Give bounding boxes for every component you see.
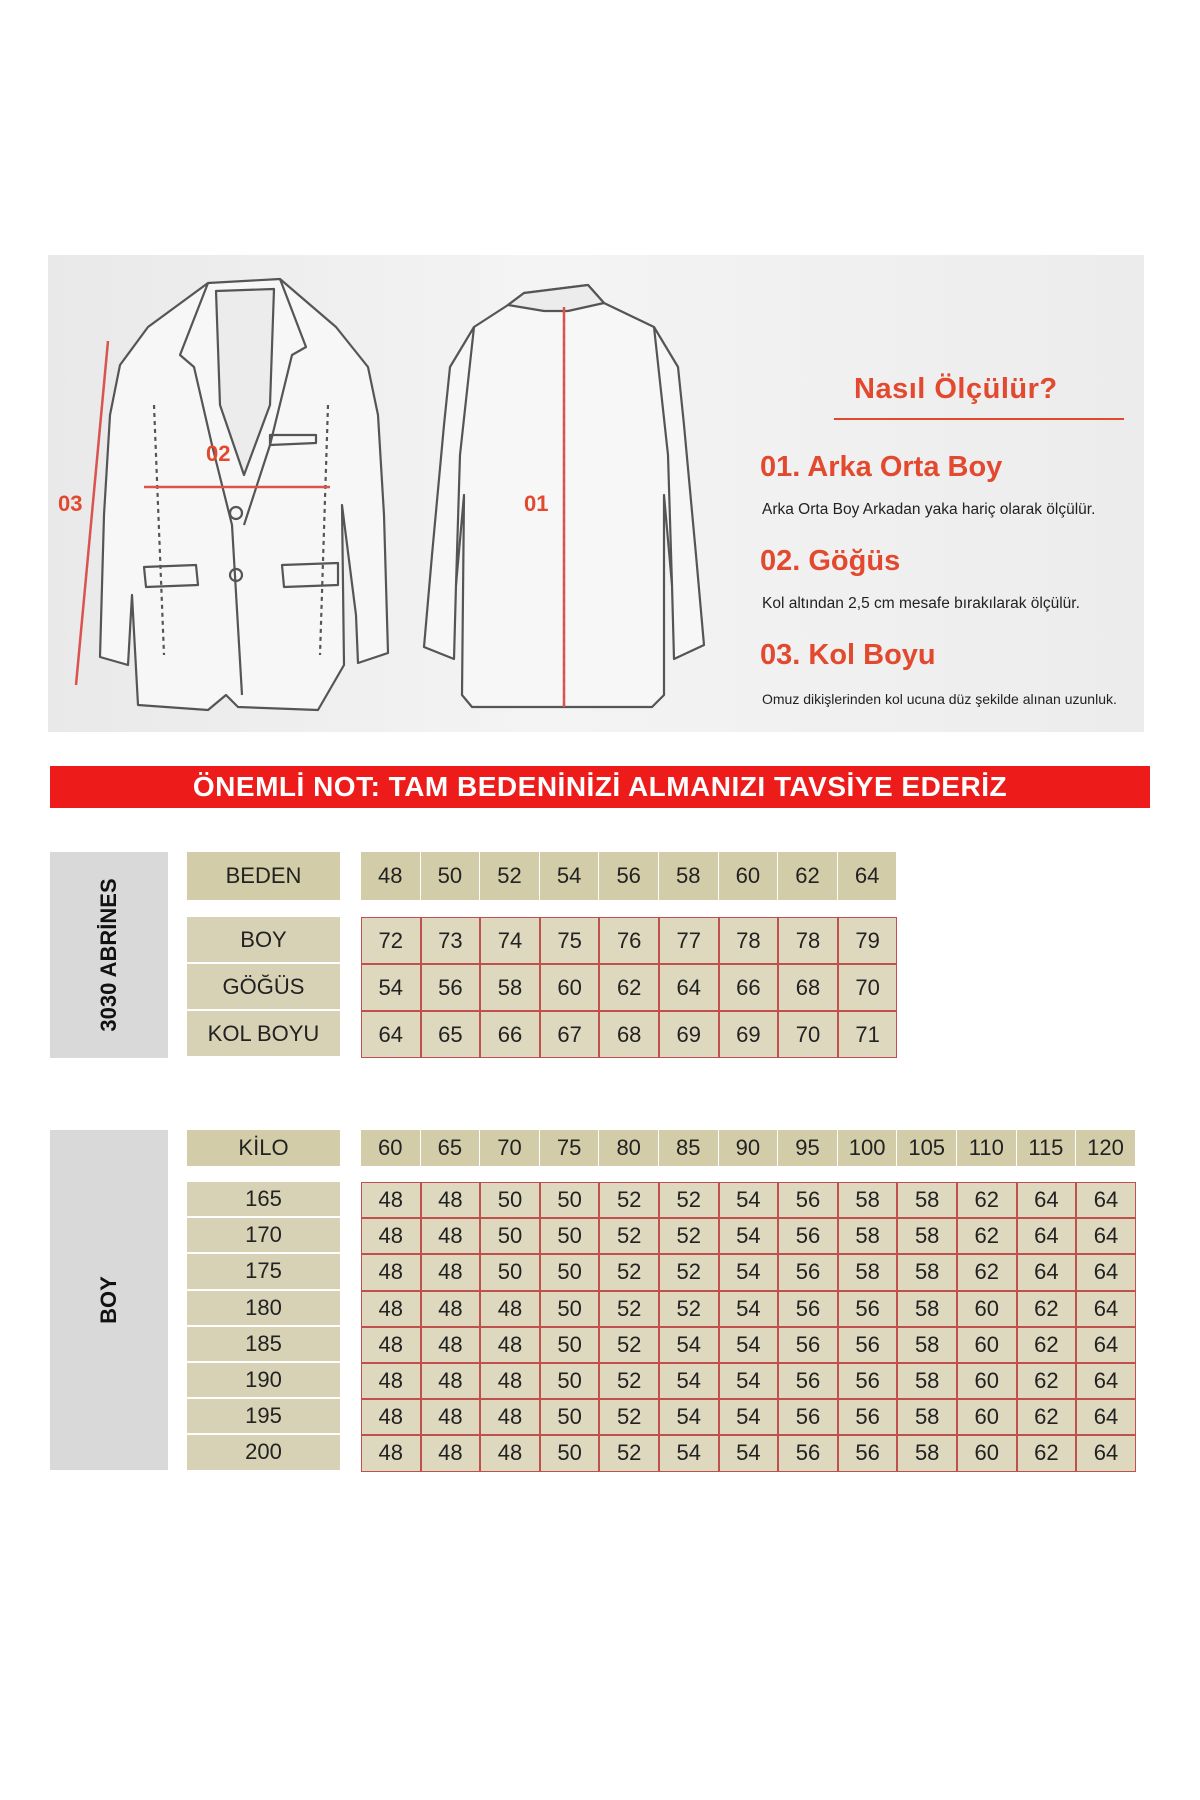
weight-table-row-label: 195 bbox=[187, 1399, 340, 1433]
weight-table-value-cell: 54 bbox=[719, 1399, 779, 1435]
size-table-value-cell: 71 bbox=[838, 1011, 898, 1058]
weight-table-value-cell: 48 bbox=[361, 1363, 421, 1399]
weight-table-value-cell: 52 bbox=[659, 1218, 719, 1254]
size-table-header-cell: 52 bbox=[480, 852, 539, 900]
weight-table-header-cell: 90 bbox=[719, 1130, 778, 1166]
weight-table-value-cell: 48 bbox=[361, 1218, 421, 1254]
weight-table-value-cell: 56 bbox=[778, 1254, 838, 1290]
weight-table-value-cell: 50 bbox=[480, 1182, 540, 1218]
size-table-value-cell: 60 bbox=[540, 964, 600, 1011]
size-table-value-cell: 73 bbox=[421, 917, 481, 964]
weight-table-value-cell: 62 bbox=[1017, 1327, 1077, 1363]
step-3-title: 03. Kol Boyu bbox=[760, 639, 936, 671]
weight-table-value-cell: 56 bbox=[778, 1399, 838, 1435]
mark-02: 02 bbox=[206, 441, 231, 466]
weight-table-value-cell: 64 bbox=[1017, 1254, 1077, 1290]
size-table-value-cell: 68 bbox=[599, 1011, 659, 1058]
important-note-banner: ÖNEMLİ NOT: TAM BEDENİNİZİ ALMANIZI TAVSİYE EDERİZ bbox=[50, 766, 1150, 808]
weight-table-value-cell: 54 bbox=[719, 1291, 779, 1327]
weight-table-value-cell: 64 bbox=[1076, 1327, 1136, 1363]
weight-table-row-label: 165 bbox=[187, 1182, 340, 1216]
size-table-value-cell: 67 bbox=[540, 1011, 600, 1058]
size-table-header-cell: 48 bbox=[361, 852, 420, 900]
weight-table-value-cell: 48 bbox=[480, 1435, 540, 1471]
weight-table-value-cell: 62 bbox=[957, 1182, 1017, 1218]
weight-table-value-cell: 52 bbox=[599, 1399, 659, 1435]
size-table-value-cell: 75 bbox=[540, 917, 600, 964]
weight-table-row-label: 200 bbox=[187, 1435, 340, 1469]
weight-table-value-cell: 48 bbox=[480, 1363, 540, 1399]
weight-table-value-cell: 48 bbox=[361, 1254, 421, 1290]
weight-table-value-cell: 48 bbox=[421, 1254, 481, 1290]
weight-table-value-cell: 56 bbox=[838, 1291, 898, 1327]
weight-table-row-label: 170 bbox=[187, 1218, 340, 1252]
weight-table-value-cell: 64 bbox=[1076, 1254, 1136, 1290]
weight-table-value-cell: 62 bbox=[1017, 1399, 1077, 1435]
weight-table-value-cell: 48 bbox=[421, 1182, 481, 1218]
weight-table-value-cell: 60 bbox=[957, 1435, 1017, 1471]
weight-table-value-cell: 50 bbox=[480, 1254, 540, 1290]
size-table-value-cell: 62 bbox=[599, 964, 659, 1011]
weight-table-value-cell: 52 bbox=[659, 1254, 719, 1290]
weight-table-header-cell: 85 bbox=[659, 1130, 718, 1166]
weight-table-value-cell: 62 bbox=[957, 1218, 1017, 1254]
weight-table-value-cell: 54 bbox=[659, 1435, 719, 1471]
size-table-header-cell: 56 bbox=[599, 852, 658, 900]
weight-table-value-cell: 56 bbox=[778, 1435, 838, 1471]
weight-table-value-cell: 54 bbox=[719, 1363, 779, 1399]
size-table-value-cell: 69 bbox=[659, 1011, 719, 1058]
size-table-row-label: GÖĞÜS bbox=[187, 964, 340, 1009]
weight-table-row-label: 175 bbox=[187, 1254, 340, 1288]
size-table-value-cell: 70 bbox=[838, 964, 898, 1011]
weight-table-value-cell: 48 bbox=[361, 1327, 421, 1363]
weight-table-value-cell: 54 bbox=[659, 1327, 719, 1363]
weight-table-value-cell: 56 bbox=[838, 1363, 898, 1399]
back-collar bbox=[508, 285, 604, 311]
weight-table-header-cell: 70 bbox=[480, 1130, 539, 1166]
size-table-value-cell: 70 bbox=[778, 1011, 838, 1058]
weight-table-value-cell: 52 bbox=[599, 1435, 659, 1471]
weight-table-value-cell: 58 bbox=[838, 1182, 898, 1218]
weight-table-value-cell: 50 bbox=[540, 1291, 600, 1327]
size-table-value-cell: 54 bbox=[361, 964, 421, 1011]
weight-table-value-cell: 48 bbox=[361, 1399, 421, 1435]
weight-table-value-cell: 60 bbox=[957, 1327, 1017, 1363]
weight-table-value-cell: 52 bbox=[599, 1218, 659, 1254]
weight-table-value-cell: 56 bbox=[838, 1327, 898, 1363]
size-table-header-cell: 54 bbox=[540, 852, 599, 900]
weight-table-value-cell: 58 bbox=[897, 1363, 957, 1399]
weight-table-value-cell: 62 bbox=[1017, 1363, 1077, 1399]
weight-table-value-cell: 50 bbox=[540, 1327, 600, 1363]
weight-table-row-label: 190 bbox=[187, 1363, 340, 1397]
size-table-side-label bbox=[50, 852, 168, 1058]
size-table-header-cell: 50 bbox=[421, 852, 480, 900]
weight-table-value-cell: 56 bbox=[778, 1291, 838, 1327]
size-table-value-cell: 69 bbox=[719, 1011, 779, 1058]
weight-table-header-cell: 65 bbox=[421, 1130, 480, 1166]
size-table-side-text: 3030 ABRİNES bbox=[96, 878, 121, 1032]
weight-table-value-cell: 58 bbox=[897, 1254, 957, 1290]
weight-table-value-cell: 52 bbox=[659, 1291, 719, 1327]
weight-table-value-cell: 48 bbox=[421, 1327, 481, 1363]
weight-table-value-cell: 48 bbox=[480, 1291, 540, 1327]
weight-table-value-cell: 54 bbox=[719, 1218, 779, 1254]
size-table-value-cell: 78 bbox=[719, 917, 779, 964]
weight-table-value-cell: 58 bbox=[897, 1218, 957, 1254]
weight-table-value-cell: 48 bbox=[480, 1399, 540, 1435]
size-table-value-cell: 76 bbox=[599, 917, 659, 964]
weight-table-value-cell: 50 bbox=[540, 1254, 600, 1290]
weight-table-value-cell: 56 bbox=[838, 1399, 898, 1435]
weight-table-value-cell: 64 bbox=[1076, 1291, 1136, 1327]
weight-table-header-cell: 120 bbox=[1076, 1130, 1135, 1166]
size-table-header-cell: 64 bbox=[838, 852, 897, 900]
step-3-desc: Omuz dikişlerinden kol ucuna düz şekilde alınan uzunluk. bbox=[762, 691, 1117, 707]
weight-table-value-cell: 52 bbox=[599, 1291, 659, 1327]
weight-table-value-cell: 58 bbox=[897, 1182, 957, 1218]
how-to-measure-panel bbox=[48, 255, 1144, 732]
weight-table-value-cell: 62 bbox=[1017, 1435, 1077, 1471]
weight-table-value-cell: 48 bbox=[421, 1363, 481, 1399]
weight-table-value-cell: 50 bbox=[540, 1399, 600, 1435]
jacket-illustration bbox=[48, 255, 1144, 732]
weight-table-value-cell: 48 bbox=[421, 1291, 481, 1327]
size-table-header-cell: 62 bbox=[778, 852, 837, 900]
step-1-title: 01. Arka Orta Boy bbox=[760, 451, 1003, 483]
weight-table-value-cell: 52 bbox=[599, 1327, 659, 1363]
how-to-title: Nasıl Ölçülür? bbox=[854, 373, 1058, 405]
weight-table-value-cell: 64 bbox=[1076, 1218, 1136, 1254]
size-table-header-cell: 60 bbox=[719, 852, 778, 900]
weight-table-header-cell: 105 bbox=[897, 1130, 956, 1166]
size-table-header-cell: 58 bbox=[659, 852, 718, 900]
mark-01: 01 bbox=[524, 491, 549, 516]
weight-table-side-label bbox=[50, 1130, 168, 1470]
size-table-value-cell: 68 bbox=[778, 964, 838, 1011]
weight-table-header-cell: 60 bbox=[361, 1130, 420, 1166]
weight-table-value-cell: 56 bbox=[778, 1218, 838, 1254]
weight-table-header-cell: 115 bbox=[1017, 1130, 1076, 1166]
size-table-value-cell: 74 bbox=[480, 917, 540, 964]
weight-table-value-cell: 54 bbox=[719, 1182, 779, 1218]
weight-table-value-cell: 54 bbox=[719, 1327, 779, 1363]
weight-table-value-cell: 64 bbox=[1076, 1399, 1136, 1435]
size-table-row-label: KOL BOYU bbox=[187, 1011, 340, 1056]
weight-table-value-cell: 64 bbox=[1017, 1218, 1077, 1254]
weight-table-value-cell: 58 bbox=[838, 1254, 898, 1290]
size-table-value-cell: 78 bbox=[778, 917, 838, 964]
weight-table-value-cell: 64 bbox=[1017, 1182, 1077, 1218]
step-1-desc: Arka Orta Boy Arkadan yaka hariç olarak ölçülür. bbox=[762, 501, 1096, 518]
weight-table-header-cell: 110 bbox=[957, 1130, 1016, 1166]
weight-table-value-cell: 60 bbox=[957, 1291, 1017, 1327]
size-table-value-cell: 79 bbox=[838, 917, 898, 964]
weight-table-value-cell: 48 bbox=[480, 1327, 540, 1363]
weight-table-header-cell: 95 bbox=[778, 1130, 837, 1166]
weight-table-value-cell: 48 bbox=[361, 1291, 421, 1327]
size-table-value-cell: 72 bbox=[361, 917, 421, 964]
size-table-header-label: BEDEN bbox=[187, 852, 340, 900]
weight-table-value-cell: 58 bbox=[897, 1291, 957, 1327]
weight-table-value-cell: 62 bbox=[957, 1254, 1017, 1290]
mark-03: 03 bbox=[58, 491, 83, 516]
weight-table-value-cell: 48 bbox=[421, 1399, 481, 1435]
weight-table-value-cell: 64 bbox=[1076, 1363, 1136, 1399]
weight-table-value-cell: 48 bbox=[421, 1435, 481, 1471]
weight-table-value-cell: 48 bbox=[361, 1435, 421, 1471]
weight-table-value-cell: 54 bbox=[659, 1399, 719, 1435]
weight-table-value-cell: 64 bbox=[1076, 1435, 1136, 1471]
weight-table-value-cell: 58 bbox=[897, 1399, 957, 1435]
weight-table-value-cell: 60 bbox=[957, 1363, 1017, 1399]
weight-table-row-label: 185 bbox=[187, 1327, 340, 1361]
weight-table-value-cell: 56 bbox=[778, 1363, 838, 1399]
step-2-title: 02. Göğüs bbox=[760, 545, 901, 577]
weight-table-side-text: BOY bbox=[96, 1276, 121, 1324]
weight-table-value-cell: 50 bbox=[540, 1182, 600, 1218]
size-table-value-cell: 56 bbox=[421, 964, 481, 1011]
size-table-value-cell: 77 bbox=[659, 917, 719, 964]
weight-table-value-cell: 52 bbox=[599, 1254, 659, 1290]
weight-table-value-cell: 56 bbox=[838, 1435, 898, 1471]
size-table-value-cell: 58 bbox=[480, 964, 540, 1011]
weight-table-value-cell: 52 bbox=[599, 1182, 659, 1218]
weight-table-value-cell: 52 bbox=[599, 1363, 659, 1399]
weight-table-value-cell: 54 bbox=[719, 1435, 779, 1471]
size-table-value-cell: 64 bbox=[361, 1011, 421, 1058]
weight-table-value-cell: 62 bbox=[1017, 1291, 1077, 1327]
weight-table-header-cell: 100 bbox=[838, 1130, 897, 1166]
step-2-desc: Kol altından 2,5 cm mesafe bırakılarak ölçülür. bbox=[762, 595, 1080, 612]
weight-table-header-cell: 80 bbox=[599, 1130, 658, 1166]
weight-table-value-cell: 50 bbox=[540, 1363, 600, 1399]
weight-table-value-cell: 58 bbox=[838, 1218, 898, 1254]
weight-table-value-cell: 56 bbox=[778, 1327, 838, 1363]
weight-table-value-cell: 60 bbox=[957, 1399, 1017, 1435]
size-table-value-cell: 65 bbox=[421, 1011, 481, 1058]
weight-table-header-label: KİLO bbox=[187, 1130, 340, 1166]
size-table-value-cell: 66 bbox=[719, 964, 779, 1011]
weight-table-value-cell: 58 bbox=[897, 1435, 957, 1471]
size-table-value-cell: 64 bbox=[659, 964, 719, 1011]
how-to-underline bbox=[834, 418, 1124, 420]
weight-table-row-label: 180 bbox=[187, 1291, 340, 1325]
size-table-value-cell: 66 bbox=[480, 1011, 540, 1058]
weight-table-value-cell: 50 bbox=[480, 1218, 540, 1254]
weight-table-value-cell: 48 bbox=[361, 1182, 421, 1218]
weight-table-value-cell: 58 bbox=[897, 1327, 957, 1363]
size-table-row-label: BOY bbox=[187, 917, 340, 962]
weight-table-header-cell: 75 bbox=[540, 1130, 599, 1166]
weight-table-value-cell: 48 bbox=[421, 1218, 481, 1254]
weight-table-value-cell: 52 bbox=[659, 1182, 719, 1218]
weight-table-value-cell: 64 bbox=[1076, 1182, 1136, 1218]
weight-table-value-cell: 50 bbox=[540, 1435, 600, 1471]
weight-table-value-cell: 56 bbox=[778, 1182, 838, 1218]
weight-table-value-cell: 54 bbox=[719, 1254, 779, 1290]
weight-table-value-cell: 50 bbox=[540, 1218, 600, 1254]
weight-table-value-cell: 54 bbox=[659, 1363, 719, 1399]
